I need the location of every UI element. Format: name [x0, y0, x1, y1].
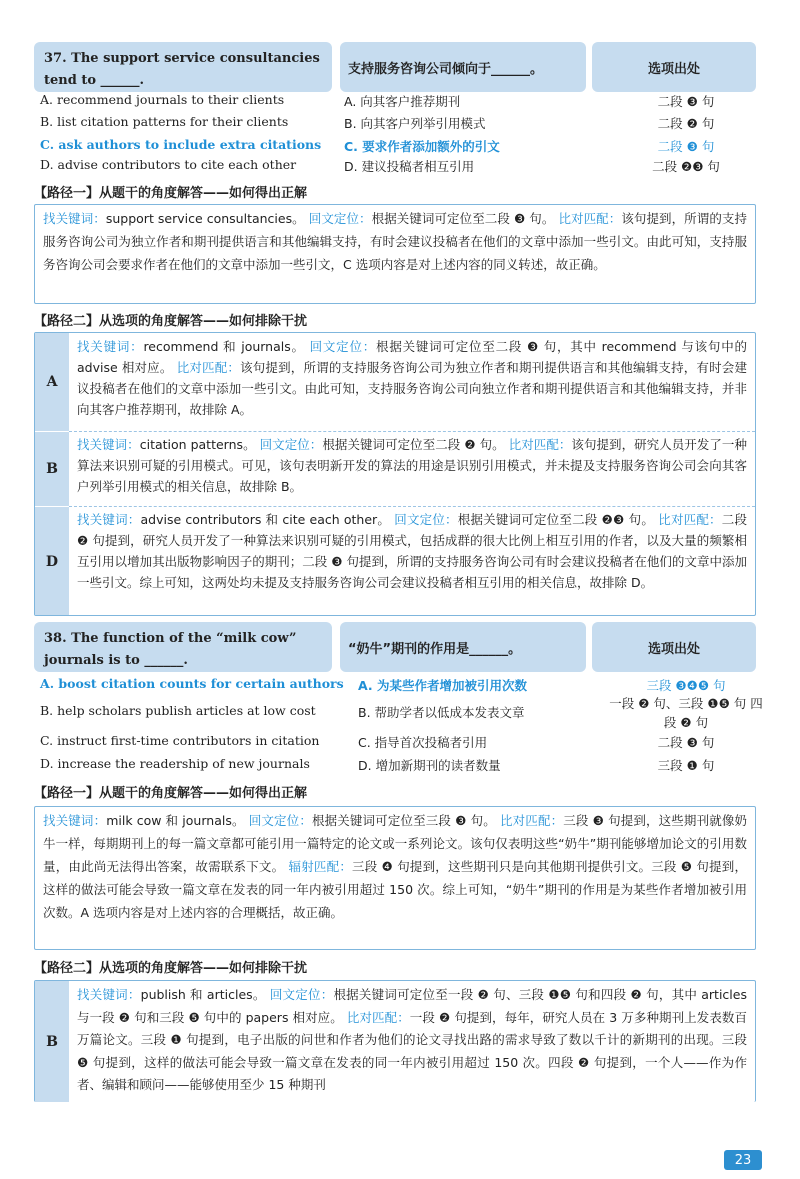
row-b-text: [77, 984, 747, 1097]
locate-text: 根据关键词可定位至二段 ❷ 句。: [322, 437, 505, 452]
q37-source-header: 选项出处: [592, 42, 756, 92]
match-label: 比对匹配：: [176, 360, 241, 375]
row-letter-d: D: [35, 507, 69, 616]
q38-option-b-loc: 一段 ❷ 句、三段 ❶❺ 句 四段 ❷ 句: [609, 696, 763, 730]
match-text: 该句提到，所谓的支持服务咨询公司为独立作者和期刊提供语言和其他编辑支持，有时会建议投稿者在他们的文章中添加一些引文。由此可知，支持服务咨询公司向独立作者和期刊提供语言和其他编辑支持，并非向其客户推荐期刊，故排除 A。: [77, 360, 747, 417]
keyword-label: 找关键词：: [43, 813, 107, 828]
q38-option-d-en: D. increase the readership of new journals: [40, 756, 310, 771]
row-letter-b: B: [35, 432, 69, 506]
match-text: 该句提到，所谓的支持服务咨询公司为独立作者和期刊提供语言和其他编辑支持，有时会建议投稿者在他们的文章中添加一些引文。由此可知，支持服务咨询公司会要求作者在他们的文章中添加一些引文，C 选项内容是对上述内容的同义转述，故正确。: [43, 211, 747, 272]
q37-option-c-cn: C. 要求作者添加额外的引文: [344, 139, 500, 154]
q37-option-a-loc: 二段 ❸ 句: [657, 94, 715, 109]
match-label: 比对匹配：: [500, 813, 564, 828]
q37-option-d-en: D. advise contributors to cite each other: [40, 157, 297, 172]
row-divider: [69, 431, 755, 432]
row-d-text: [77, 509, 747, 593]
q37-option-a-cn: A. 向其客户推荐期刊: [344, 94, 461, 109]
q37-option-b-cn: B. 向其客户列举引用模式: [344, 116, 486, 131]
row-divider: [69, 506, 755, 507]
match-text: 一段 ❷ 句提到，每年，研究人员在 3 万多种期刊上发表数百万篇论文。三段 ❶ 句提到，电子出版的问世和作者为他们的论文寻找出路的需求导致了数以千计的新期刊的出现。三段 ❺ 句提到，这样的做法可能会导致一篇文章在发表的同一年内被引用超过 150 次。四段 ❷ 句提到，一个人——作为作者、编辑和顾问——能够使用至少 15 种期刊: [77, 1009, 747, 1092]
match-label: 比对匹配：: [346, 1009, 410, 1025]
q38-option-a-en: A. boost citation counts for certain authors: [40, 676, 344, 691]
keyword-text: support service consultancies。: [105, 211, 305, 226]
q38-option-d-cn: D. 增加新期刊的读者数量: [358, 758, 501, 773]
q37-option-a-en: A. recommend journals to their clients: [40, 92, 285, 107]
q38-option-a-cn: A. 为某些作者增加被引用次数: [358, 678, 528, 693]
q37-path1-title: 【路径一】从题干的角度解答——如何得出正解: [34, 186, 308, 201]
q38-path2-table: [34, 980, 756, 1102]
q38-option-c-loc: 二段 ❸ 句: [657, 735, 715, 750]
row-a-text: [77, 336, 747, 420]
page-number: 23: [724, 1150, 762, 1170]
q38-stem-cn: “奶牛”期刊的作用是______。: [340, 622, 586, 672]
keyword-text: citation patterns。: [139, 437, 256, 452]
keyword-text: advise contributors 和 cite each other。: [140, 512, 391, 527]
locate-label: 回文定位：: [308, 211, 372, 226]
row-letter-b: B: [35, 981, 69, 1102]
locate-label: 回文定位：: [394, 512, 458, 527]
locate-text: 根据关键词可定位至三段 ❸ 句。: [311, 813, 496, 828]
q38-source-header: 选项出处: [592, 622, 756, 672]
keyword-label: 找关键词：: [43, 211, 106, 226]
keyword-label: 找关键词：: [77, 987, 141, 1002]
keyword-label: 找关键词：: [77, 512, 141, 527]
q37-option-b-en: B. list citation patterns for their clients: [40, 114, 289, 129]
q37-path2-title: 【路径二】从选项的角度解答——如何排除干扰: [34, 314, 308, 329]
locate-label: 回文定位：: [259, 437, 323, 452]
keyword-text: recommend 和 journals。: [143, 339, 305, 354]
keyword-label: 找关键词：: [77, 339, 144, 354]
locate-text: 根据关键词可定位至二段 ❸ 句。: [371, 211, 555, 226]
q37-option-b-loc: 二段 ❷ 句: [657, 116, 715, 131]
q38-stem: 38. The function of the “milk cow” journals is to ______.: [34, 622, 332, 672]
q37-stem: 37. The support service consultancies tend to ______.: [34, 42, 332, 92]
row-b-text: [77, 434, 747, 497]
q37-stem-cn: 支持服务咨询公司倾向于______。: [340, 42, 586, 92]
q38-option-c-en: C. instruct first-time contributors in citation: [40, 733, 320, 748]
radiate-match-label: 辐射匹配：: [288, 859, 353, 874]
locate-text: 根据关键词可定位至二段 ❸ 句，其中 recommend 与该句中的 advise 相对应。: [77, 339, 747, 375]
keyword-text: publish 和 articles。: [140, 987, 266, 1002]
q38-path1-text: [43, 809, 747, 924]
match-text: 该句提到，研究人员开发了一种算法来识别可疑的引用模式。可见，该句表明新开发的算法的用途是识别引用模式，并未提及支持服务咨询公司会向其客户列举引用模式的相关信息，故排除 B。: [77, 437, 747, 494]
q38-option-c-cn: C. 指导首次投稿者引用: [358, 735, 488, 750]
keyword-text: milk cow 和 journals。: [106, 813, 245, 828]
locate-text: 根据关键词可定位至一段 ❷ 句、三段 ❶❺ 句和四段 ❷ 句，其中 articles 与一段 ❷ 句和三段 ❺ 句中的 papers 相对应。: [77, 987, 747, 1025]
match-label: 比对匹配：: [508, 437, 572, 452]
match-label: 比对匹配：: [558, 211, 622, 226]
q38-path2-title: 【路径二】从选项的角度解答——如何排除干扰: [34, 961, 308, 976]
locate-label: 回文定位：: [269, 987, 334, 1002]
row-letter-a: A: [35, 333, 69, 431]
q38-path1-title: 【路径一】从题干的角度解答——如何得出正解: [34, 786, 308, 801]
keyword-label: 找关键词：: [77, 437, 140, 452]
q38-option-a-loc: 三段 ❸❹❺ 句: [646, 678, 726, 693]
q37-option-c-loc: 二段 ❸ 句: [657, 139, 715, 154]
match-label: 比对匹配：: [658, 512, 722, 527]
match-text: 二段 ❷ 句提到，研究人员开发了一种算法来识别可疑的引用模式，包括成群的很大比例上相互引用的作者，以及大量的频繁相互引用以增加其出版物影响因子的期刊；二段 ❸ 句提到，所谓的支持服务咨询公司有时会建议投稿者在他们的文章中添加一些引文。综上可知，这两处均未提及支持服务咨询公司会建议投稿者相互引用的相关信息，故排除 D。: [77, 512, 747, 590]
q37-option-d-cn: D. 建议投稿者相互引用: [344, 159, 475, 174]
radiate-match-text: 三段 ❹ 句提到，这些期刊只是向其他期刊提供引文。三段 ❺ 句提到，这样的做法可能会导致一篇文章在发表的同一年内被引用超过 150 次。综上可知，“奶牛”期刊的作用是为某些作者增加被引用次数。A 选项内容是对上述内容的合理概括，故正确。: [43, 859, 747, 920]
q37-option-d-loc: 二段 ❷❸ 句: [652, 159, 720, 174]
locate-label: 回文定位：: [309, 339, 377, 354]
locate-text: 根据关键词可定位至二段 ❷❸ 句。: [457, 512, 655, 527]
q38-option-d-loc: 三段 ❶ 句: [657, 758, 715, 773]
q37-option-c-en: C. ask authors to include extra citations: [40, 137, 322, 152]
q37-path1-text: [43, 207, 747, 276]
q37-path2-table: [34, 332, 756, 616]
q38-option-b-en: B. help scholars publish articles at low cost: [40, 703, 316, 718]
q38-option-b-cn: B. 帮助学者以低成本发表文章: [358, 705, 525, 720]
locate-label: 回文定位：: [248, 813, 312, 828]
match-text: 三段 ❸ 句提到，这些期刊就像奶牛一样，每期期刊上的每一篇文章都可能引用一篇特定的论文或一系列论文。该句仅表明这些“奶牛”期刊能够增加论文的引用数量，由此尚无法得出答案，故需联系下文。: [43, 813, 748, 874]
q37-path1-box: [34, 204, 756, 304]
q38-path1-box: [34, 806, 756, 950]
